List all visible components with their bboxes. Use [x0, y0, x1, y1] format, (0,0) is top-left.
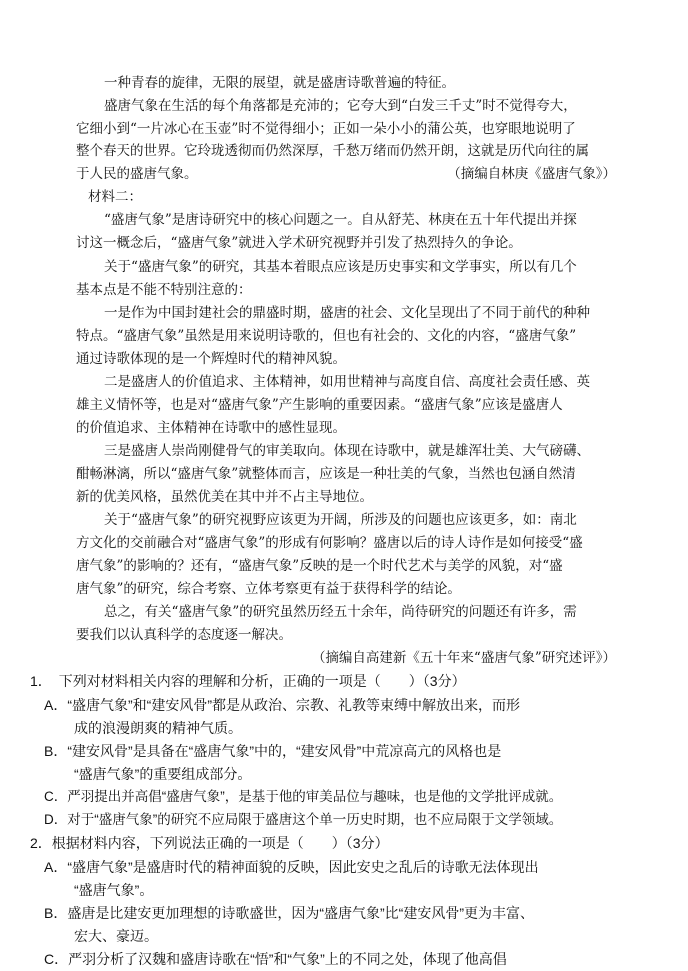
q1-option-b-cont: “盛唐气象”的重要组成部分。 — [74, 766, 252, 782]
passage-line: 二是盛唐人的价值追求、主体精神，如用世精神与高度自信、高度社会责任感、英 — [104, 374, 590, 390]
passage-line: 要我们以认真科学的态度逐一解决。 — [76, 627, 292, 643]
source-citation: （摘编自高建新《五十年来“盛唐气象”研究述评》） — [311, 650, 616, 666]
source-citation: （摘编自林庚《盛唐气象》） — [447, 166, 616, 182]
passage-line: 三是盛唐人崇尚刚健骨气的审美取向。体现在诗歌中，就是雄浑壮美、大气磅礴、 — [104, 443, 590, 459]
q1-option-c: C．严羽提出并高倡“盛唐气象”，是基于他的审美品位与趣味，也是他的文学批评成就。 — [44, 789, 563, 804]
passage-line: 新的优美风格，虽然优美在其中并不占主导地位。 — [76, 489, 373, 505]
passage-line: 特点。“盛唐气象”虽然是用来说明诗歌的，但也有社会的、文化的内容，“盛唐气象” — [76, 328, 577, 344]
passage-line: 于人民的盛唐气象。 — [76, 166, 198, 182]
passage-line: 方文化的交前融合对“盛唐气象”的形成有何影响？盛唐以后的诗人诗作是如何接受“盛 — [76, 535, 583, 551]
passage-line: 一种青春的旋律，无限的展望，就是盛唐诗歌普遍的特征。 — [104, 75, 455, 91]
passage-line: 它细小到“一片冰心在玉壶”时不觉得细小；正如一朵小小的蒲公英，也穿眼地说明了 — [76, 121, 576, 137]
passage-line: 的价值追求、主体精神在诗歌中的感性显现。 — [76, 420, 346, 436]
passage-line: 关于“盛唐气象”的研究视野应该更为开阔，所涉及的问题也应该更多，如：南北 — [104, 512, 577, 528]
q2-option-a: A．“盛唐气象”是盛唐时代的精神面貌的反映，因此安史之乱后的诗歌无法体现出 — [44, 859, 539, 875]
passage-line: 雄主义情怀等，也是对“盛唐气象”产生影响的重要因素。“盛唐气象”应该是盛唐人 — [76, 397, 563, 413]
passage-line: 总之，有关“盛唐气象”的研究虽然历经五十余年，尚待研究的问题还有许多，需 — [104, 604, 577, 620]
q1-option-d: D．对于“盛唐气象”的研究不应局限于盛唐这个单一历史时期，也不应局限于文学领域。 — [44, 812, 563, 827]
q2-option-c: C．严羽分析了汉魏和盛唐诗歌在“悟”和“气象”上的不同之处，体现了他高倡 — [44, 951, 507, 967]
passage-line: 讨这一概念后，“盛唐气象”就进入学术研究视野并引发了热烈持久的争论。 — [76, 235, 522, 251]
q2-option-b: B．盛唐是比建安更加理想的诗歌盛世，因为“盛唐气象”比“建安风骨”更为丰富、 — [44, 905, 534, 921]
passage-line: “盛唐气象”是唐诗研究中的核心问题之一。自从舒芜、林庚在五十年代提出并探 — [104, 212, 577, 228]
passage-line: 酣畅淋漓，所以“盛唐气象”就整体而言，应该是一种壮美的气象，当然也包涵自然清 — [76, 466, 576, 482]
q1-option-a-cont: 成的浪漫朗爽的精神气质。 — [74, 720, 242, 736]
passage-line: 一是作为中国封建社会的鼎盛时期，盛唐的社会、文化呈现出了不同于前代的种种 — [104, 305, 590, 321]
q1-option-a: A．“盛唐气象”和“建安风骨”都是从政治、宗教、礼教等束缚中解放出来，而形 — [44, 697, 520, 713]
question-2-stem: 2．根据材料内容，下列说法正确的一项是（ ）（3分） — [30, 835, 389, 851]
passage-line: 整个春天的世界。它玲珑透彻而仍然深厚，千愁万绪而仍然开朗，这就是历代向往的属 — [76, 143, 589, 159]
passage-line: 通过诗歌体现的是一个辉煌时代的精神风貌。 — [76, 351, 346, 367]
passage-line: 唐气象”的研究，综合考察、立体考察更有益于获得科学的结论。 — [76, 581, 461, 597]
q1-option-b: B．“建安风骨”是具备在“盛唐气象”中的，“建安风骨”中荒凉高亢的风格也是 — [44, 743, 502, 759]
question-1-stem: 1． 下列对材料相关内容的理解和分析，正确的一项是（ ）（3分） — [30, 673, 466, 689]
q2-option-a-cont: “盛唐气象”。 — [74, 882, 154, 898]
passage-line: 唐气象”的影响的？还有，“盛唐气象”反映的是一个时代艺术与美学的风貌，对“盛 — [76, 558, 563, 574]
q2-option-b-cont: 宏大、豪迈。 — [74, 928, 158, 944]
passage-line: 关于“盛唐气象”的研究，其基本着眼点应该是历史事实和文学事实，所以有几个 — [104, 259, 577, 275]
passage-line: 基本点是不能不特别注意的： — [76, 282, 252, 298]
section-heading: 材料二： — [88, 189, 142, 205]
passage-line: 盛唐气象在生活的每个角落都是充沛的；它夸大到“白发三千丈”时不觉得夸大， — [104, 98, 577, 114]
